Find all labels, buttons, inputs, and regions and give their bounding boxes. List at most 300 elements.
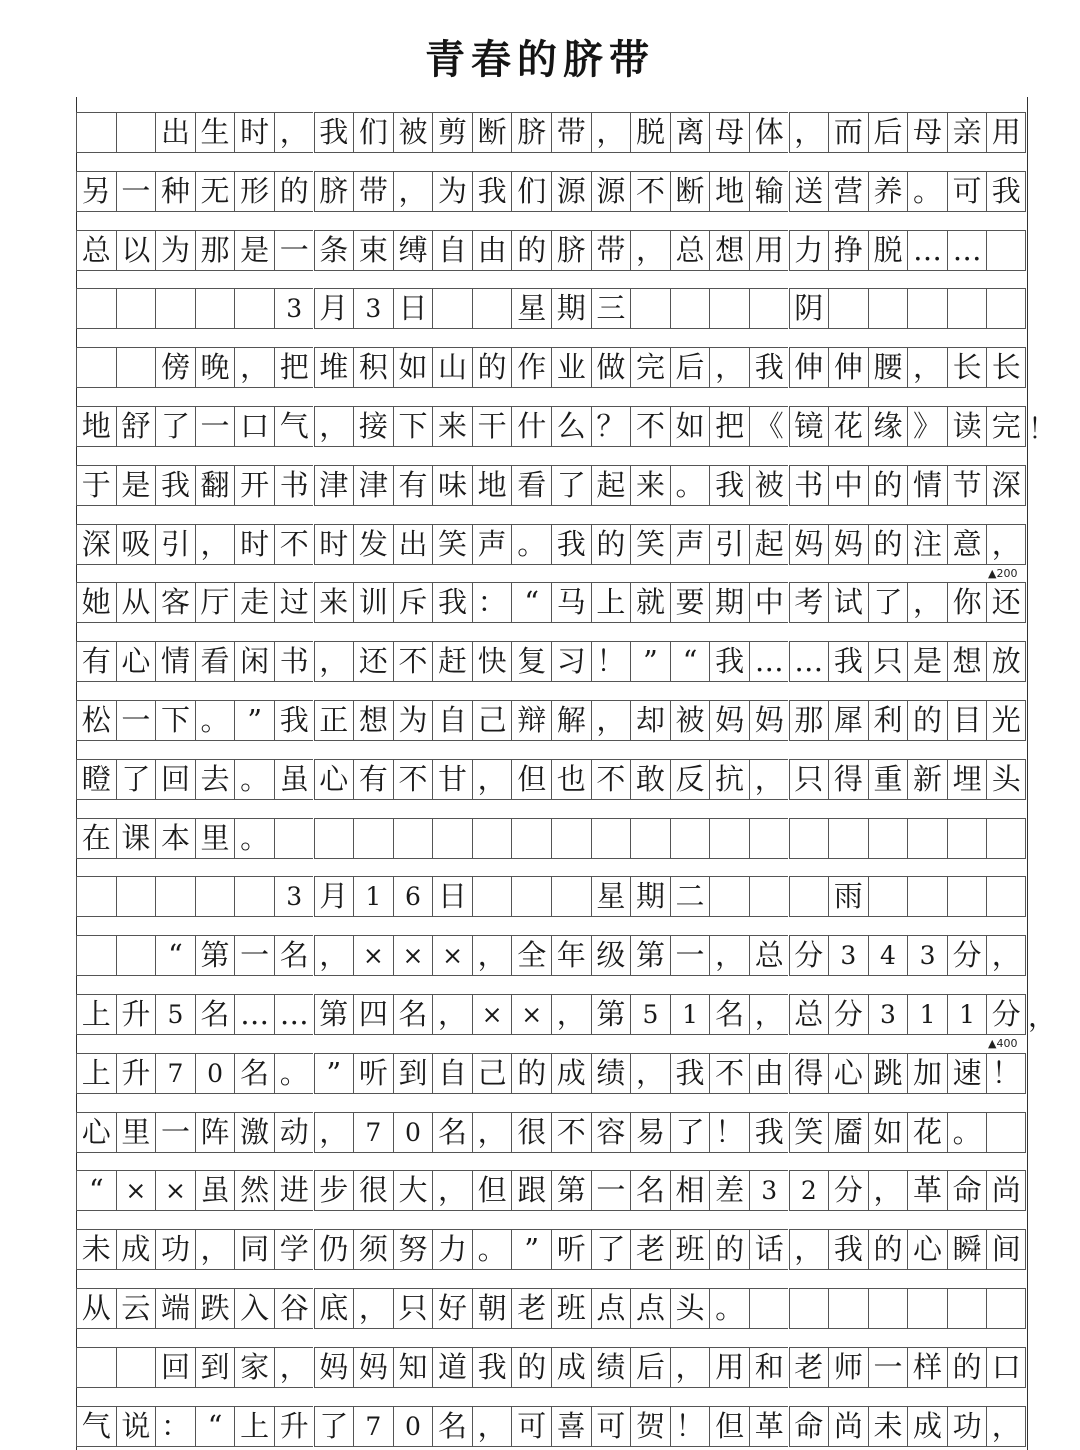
grid-cell: 上 xyxy=(591,582,631,623)
grid-row xyxy=(76,347,1026,388)
grid-cell: 完 xyxy=(986,406,1026,447)
grid-cell: 长 xyxy=(986,347,1026,388)
grid-cell xyxy=(195,288,235,329)
grid-cell xyxy=(868,876,908,917)
grid-cell: 中 xyxy=(828,465,868,506)
grid-cell: 老 xyxy=(511,1288,551,1329)
grid-cell xyxy=(709,876,749,917)
grid-cell xyxy=(828,818,868,859)
grid-cell: 想 xyxy=(709,230,749,271)
grid-cell xyxy=(353,818,393,859)
grid-cell: 道 xyxy=(432,1347,472,1388)
grid-cell: 后 xyxy=(630,1347,670,1388)
grid-cell: 条 xyxy=(314,230,354,271)
grid-cell: 班 xyxy=(670,1229,710,1270)
grid-cell: 但 xyxy=(511,759,551,800)
grid-cell: 成 xyxy=(116,1229,156,1270)
grid-cell: … xyxy=(749,641,789,682)
grid-cell: … xyxy=(789,641,829,682)
grid-cell: 如 xyxy=(670,406,710,447)
grid-cell: 只 xyxy=(868,641,908,682)
grid-cell: 看 xyxy=(511,465,551,506)
grid-cell: 源 xyxy=(551,171,591,212)
grid-cell: 绩 xyxy=(591,1347,631,1388)
grid-cell: 脱 xyxy=(630,112,670,153)
grid-cell: 尚 xyxy=(828,1406,868,1447)
grid-cell: 还 xyxy=(986,582,1026,623)
grid-cell: 升 xyxy=(116,994,156,1035)
grid-row xyxy=(76,1170,1026,1211)
grid-cell xyxy=(76,112,116,153)
grid-cell: ， xyxy=(907,582,947,623)
grid-cell: 不 xyxy=(630,171,670,212)
grid-cell: 入 xyxy=(234,1288,274,1329)
grid-cell: 干 xyxy=(472,406,512,447)
grid-cell: 动 xyxy=(274,1112,314,1153)
grid-cell: 努 xyxy=(393,1229,433,1270)
grid-cell: 喜 xyxy=(551,1406,591,1447)
grid-cell xyxy=(868,288,908,329)
grid-cell: 一 xyxy=(155,1112,195,1153)
grid-cell: 不 xyxy=(274,524,314,565)
margin-punctuation: ！ xyxy=(1028,411,1057,445)
grid-cell xyxy=(551,876,591,917)
grid-cell xyxy=(709,818,749,859)
grid-cell: 津 xyxy=(314,465,354,506)
grid-cell: 母 xyxy=(907,112,947,153)
grid-cell: 我 xyxy=(432,582,472,623)
grid-cell: “ xyxy=(155,935,195,976)
grid-cell: 脐 xyxy=(551,230,591,271)
grid-row xyxy=(76,112,1026,153)
grid-cell: 为 xyxy=(155,230,195,271)
grid-cell: 第 xyxy=(630,935,670,976)
grid-cell: 日 xyxy=(432,876,472,917)
grid-cell: 积 xyxy=(353,347,393,388)
grid-cell: 步 xyxy=(314,1170,354,1211)
grid-cell: 接 xyxy=(353,406,393,447)
grid-cell: 后 xyxy=(670,347,710,388)
grid-cell: 地 xyxy=(76,406,116,447)
grid-cell: 们 xyxy=(353,112,393,153)
grid-cell: 我 xyxy=(828,641,868,682)
grid-cell: “ xyxy=(511,582,551,623)
grid-cell: 把 xyxy=(274,347,314,388)
grid-row xyxy=(76,465,1026,506)
grid-cell xyxy=(116,1347,156,1388)
grid-cell: ？ xyxy=(591,406,631,447)
grid-cell xyxy=(986,230,1026,271)
grid-cell: 。 xyxy=(907,171,947,212)
grid-cell: 命 xyxy=(947,1170,987,1211)
grid-cell: 瞪 xyxy=(76,759,116,800)
grid-cell: 想 xyxy=(947,641,987,682)
grid-cell: ， xyxy=(907,347,947,388)
grid-cell: ， xyxy=(868,1170,908,1211)
grid-cell: 书 xyxy=(274,465,314,506)
grid-cell xyxy=(432,288,472,329)
grid-cell: 谷 xyxy=(274,1288,314,1329)
grid-cell: 反 xyxy=(670,759,710,800)
grid-cell: ， xyxy=(591,112,631,153)
grid-cell: 赶 xyxy=(432,641,472,682)
grid-cell: 翻 xyxy=(195,465,235,506)
grid-cell: 放 xyxy=(986,641,1026,682)
grid-cell: ： xyxy=(472,582,512,623)
grid-cell: 我 xyxy=(709,641,749,682)
grid-cell: 激 xyxy=(234,1112,274,1153)
grid-cell: 己 xyxy=(472,700,512,741)
grid-cell: 4 xyxy=(868,935,908,976)
grid-cell: 那 xyxy=(789,700,829,741)
grid-cell: ！ xyxy=(709,1112,749,1153)
grid-cell: 甘 xyxy=(432,759,472,800)
grid-cell: 厅 xyxy=(195,582,235,623)
grid-cell: 但 xyxy=(709,1406,749,1447)
grid-cell: ， xyxy=(314,935,354,976)
grid-cell: 易 xyxy=(630,1112,670,1153)
grid-cell: 后 xyxy=(868,112,908,153)
grid-cell: 革 xyxy=(749,1406,789,1447)
grid-cell: 下 xyxy=(393,406,433,447)
grid-cell: 还 xyxy=(353,641,393,682)
grid-row xyxy=(76,700,1026,741)
grid-cell xyxy=(116,935,156,976)
grid-cell: ， xyxy=(749,759,789,800)
grid-cell xyxy=(749,288,789,329)
grid-cell: 级 xyxy=(591,935,631,976)
grid-cell: 分 xyxy=(947,935,987,976)
grid-cell xyxy=(234,876,274,917)
grid-cell: 日 xyxy=(393,288,433,329)
grid-cell: 大 xyxy=(393,1170,433,1211)
grid-cell: 断 xyxy=(670,171,710,212)
grid-cell: 被 xyxy=(749,465,789,506)
grid-cell: ” xyxy=(234,700,274,741)
grid-cell: 用 xyxy=(749,230,789,271)
grid-cell: 上 xyxy=(234,1406,274,1447)
grid-row xyxy=(76,288,1026,329)
grid-cell xyxy=(986,876,1026,917)
grid-cell: 要 xyxy=(670,582,710,623)
grid-cell: 我 xyxy=(749,347,789,388)
grid-cell: 的 xyxy=(511,1347,551,1388)
grid-cell: 绩 xyxy=(591,1053,631,1094)
grid-cell: 不 xyxy=(630,406,670,447)
grid-cell: 训 xyxy=(353,582,393,623)
grid-row xyxy=(76,406,1026,447)
grid-row xyxy=(76,1053,1026,1094)
grid-cell: 正 xyxy=(314,700,354,741)
grid-cell: 只 xyxy=(789,759,829,800)
margin-punctuation: ， xyxy=(1028,999,1057,1033)
grid-cell: ！ xyxy=(986,1053,1026,1094)
grid-cell: 不 xyxy=(709,1053,749,1094)
grid-cell: ， xyxy=(709,347,749,388)
grid-cell xyxy=(868,1288,908,1329)
grid-cell: 有 xyxy=(353,759,393,800)
grid-cell: 缘 xyxy=(868,406,908,447)
grid-cell: 一 xyxy=(274,230,314,271)
grid-cell: ， xyxy=(630,230,670,271)
grid-cell: 全 xyxy=(511,935,551,976)
grid-cell xyxy=(76,876,116,917)
grid-cell: 想 xyxy=(353,700,393,741)
grid-cell: … xyxy=(274,994,314,1035)
grid-cell: 情 xyxy=(155,641,195,682)
grid-cell: “ xyxy=(195,1406,235,1447)
grid-cell: 养 xyxy=(868,171,908,212)
grid-cell: 雨 xyxy=(828,876,868,917)
grid-cell: 名 xyxy=(432,1112,472,1153)
grid-cell: 的 xyxy=(947,1347,987,1388)
grid-cell: 书 xyxy=(789,465,829,506)
grid-cell: “ xyxy=(670,641,710,682)
grid-cell: 不 xyxy=(551,1112,591,1153)
grid-cell: 名 xyxy=(393,994,433,1035)
grid-cell: “ xyxy=(76,1170,116,1211)
grid-cell: 脐 xyxy=(314,171,354,212)
grid-cell: 考 xyxy=(789,582,829,623)
grid-cell: 们 xyxy=(511,171,551,212)
grid-row xyxy=(76,818,1026,859)
grid-row xyxy=(76,935,1026,976)
grid-cell xyxy=(472,876,512,917)
grid-cell: 听 xyxy=(353,1053,393,1094)
grid-row xyxy=(76,171,1026,212)
grid-cell xyxy=(630,288,670,329)
grid-cell: 的 xyxy=(274,171,314,212)
grid-cell: 我 xyxy=(828,1229,868,1270)
grid-cell: 气 xyxy=(274,406,314,447)
grid-cell: 0 xyxy=(195,1053,235,1094)
grid-cell: 如 xyxy=(393,347,433,388)
grid-cell: 有 xyxy=(76,641,116,682)
grid-cell: 营 xyxy=(828,171,868,212)
grid-cell: 被 xyxy=(393,112,433,153)
grid-cell: 笑 xyxy=(630,524,670,565)
grid-cell: 老 xyxy=(789,1347,829,1388)
grid-cell: 的 xyxy=(511,1053,551,1094)
grid-cell: 跳 xyxy=(868,1053,908,1094)
grid-cell: 不 xyxy=(393,759,433,800)
grid-cell: 命 xyxy=(789,1406,829,1447)
grid-cell: 我 xyxy=(314,112,354,153)
grid-cell: ！ xyxy=(670,1406,710,1447)
grid-cell: 我 xyxy=(551,524,591,565)
grid-cell: 从 xyxy=(76,1288,116,1329)
grid-cell: 带 xyxy=(591,230,631,271)
grid-cell: 抗 xyxy=(709,759,749,800)
essay-title: 青春的脐带 xyxy=(425,36,655,83)
grid-cell xyxy=(709,288,749,329)
grid-cell: 尚 xyxy=(986,1170,1026,1211)
grid-cell: 我 xyxy=(155,465,195,506)
grid-cell xyxy=(116,112,156,153)
grid-cell: 跟 xyxy=(511,1170,551,1211)
grid-cell: 母 xyxy=(709,112,749,153)
grid-cell: 革 xyxy=(907,1170,947,1211)
grid-cell: 未 xyxy=(868,1406,908,1447)
grid-row xyxy=(76,230,1026,271)
grid-cell: 。 xyxy=(234,818,274,859)
grid-cell: 了 xyxy=(155,406,195,447)
grid-cell: 有 xyxy=(393,465,433,506)
grid-cell: 己 xyxy=(472,1053,512,1094)
grid-cell: 进 xyxy=(274,1170,314,1211)
grid-cell: × xyxy=(116,1170,156,1211)
grid-cell: ， xyxy=(472,1406,512,1447)
grid-cell: … xyxy=(947,230,987,271)
grid-cell: 。 xyxy=(511,524,551,565)
grid-cell: 样 xyxy=(907,1347,947,1388)
grid-cell: 自 xyxy=(432,1053,472,1094)
grid-cell: ， xyxy=(195,524,235,565)
grid-cell: 我 xyxy=(986,171,1026,212)
grid-cell: 我 xyxy=(472,171,512,212)
grid-cell: 虽 xyxy=(195,1170,235,1211)
grid-cell: ！ xyxy=(591,641,631,682)
grid-cell: 知 xyxy=(393,1347,433,1388)
grid-cell: 间 xyxy=(986,1229,1026,1270)
grid-cell: 缚 xyxy=(393,230,433,271)
grid-cell: 津 xyxy=(353,465,393,506)
grid-cell: 师 xyxy=(828,1347,868,1388)
grid-cell: ， xyxy=(986,524,1026,565)
grid-cell: 了 xyxy=(116,759,156,800)
grid-cell xyxy=(670,818,710,859)
grid-cell: ， xyxy=(472,935,512,976)
grid-cell: 和 xyxy=(749,1347,789,1388)
grid-cell: 过 xyxy=(274,582,314,623)
grid-cell: 。 xyxy=(670,465,710,506)
grid-cell: 送 xyxy=(789,171,829,212)
grid-cell: 快 xyxy=(472,641,512,682)
grid-cell: 3 xyxy=(828,935,868,976)
grid-cell: 名 xyxy=(709,994,749,1035)
grid-cell: 习 xyxy=(551,641,591,682)
grid-cell: 我 xyxy=(670,1053,710,1094)
grid-cell: 名 xyxy=(630,1170,670,1211)
grid-cell: 中 xyxy=(749,582,789,623)
grid-cell: 0 xyxy=(393,1112,433,1153)
grid-cell xyxy=(76,1347,116,1388)
grid-cell: ： xyxy=(155,1406,195,1447)
grid-cell: 自 xyxy=(432,700,472,741)
grid-cell: 期 xyxy=(709,582,749,623)
grid-cell: 从 xyxy=(116,582,156,623)
grid-cell xyxy=(274,818,314,859)
grid-row xyxy=(76,1112,1026,1153)
grid-cell xyxy=(511,818,551,859)
grid-cell: ， xyxy=(749,994,789,1035)
grid-cell: 但 xyxy=(472,1170,512,1211)
grid-cell: 我 xyxy=(472,1347,512,1388)
grid-cell: 一 xyxy=(195,406,235,447)
grid-cell xyxy=(789,818,829,859)
grid-cell xyxy=(76,935,116,976)
grid-cell: 走 xyxy=(234,582,274,623)
grid-cell: 贺 xyxy=(630,1406,670,1447)
grid-cell: 妈 xyxy=(314,1347,354,1388)
grid-cell: 差 xyxy=(709,1170,749,1211)
grid-cell xyxy=(670,288,710,329)
grid-cell xyxy=(828,288,868,329)
grid-cell: 读 xyxy=(947,406,987,447)
grid-cell: 三 xyxy=(591,288,631,329)
grid-cell: ， xyxy=(274,112,314,153)
grid-cell: 。 xyxy=(195,700,235,741)
grid-cell: 第 xyxy=(195,935,235,976)
grid-cell: 的 xyxy=(907,700,947,741)
grid-cell: 看 xyxy=(195,641,235,682)
grid-cell: 挣 xyxy=(828,230,868,271)
grid-cell: 完 xyxy=(630,347,670,388)
grid-cell: 目 xyxy=(947,700,987,741)
grid-cell: 由 xyxy=(472,230,512,271)
grid-cell: 1 xyxy=(670,994,710,1035)
grid-cell: 5 xyxy=(630,994,670,1035)
grid-cell: 伸 xyxy=(828,347,868,388)
grid-cell: 新 xyxy=(907,759,947,800)
grid-cell: 剪 xyxy=(432,112,472,153)
grid-cell: 里 xyxy=(116,1112,156,1153)
grid-cell: 另 xyxy=(76,171,116,212)
grid-cell: 不 xyxy=(591,759,631,800)
grid-cell: 重 xyxy=(868,759,908,800)
grid-cell: 点 xyxy=(591,1288,631,1329)
grid-cell: 班 xyxy=(551,1288,591,1329)
grid-cell: 深 xyxy=(986,465,1026,506)
grid-cell xyxy=(947,288,987,329)
grid-cell xyxy=(986,1112,1026,1153)
grid-cell: 心 xyxy=(828,1053,868,1094)
grid-cell: 名 xyxy=(195,994,235,1035)
grid-cell: 什 xyxy=(511,406,551,447)
grid-cell: 第 xyxy=(591,994,631,1035)
grid-cell: ” xyxy=(511,1229,551,1270)
grid-cell: 开 xyxy=(234,465,274,506)
grid-cell: 起 xyxy=(749,524,789,565)
grid-cell: ， xyxy=(709,935,749,976)
grid-cell: 成 xyxy=(907,1406,947,1447)
grid-cell: 靥 xyxy=(828,1112,868,1153)
grid-cell: ， xyxy=(670,1347,710,1388)
grid-cell: 一 xyxy=(234,935,274,976)
grid-cell: 出 xyxy=(393,524,433,565)
grid-cell: 阴 xyxy=(789,288,829,329)
grid-cell xyxy=(116,347,156,388)
grid-cell xyxy=(828,1288,868,1329)
grid-row xyxy=(76,1229,1026,1270)
grid-cell: 可 xyxy=(947,171,987,212)
grid-cell: 不 xyxy=(393,641,433,682)
grid-cell: 是 xyxy=(907,641,947,682)
grid-cell xyxy=(472,288,512,329)
grid-cell: 话 xyxy=(749,1229,789,1270)
grid-cell: 我 xyxy=(274,700,314,741)
grid-cell: 离 xyxy=(670,112,710,153)
grid-cell: 地 xyxy=(472,465,512,506)
grid-cell: 到 xyxy=(195,1347,235,1388)
grid-cell: 上 xyxy=(76,994,116,1035)
grid-cell: 长 xyxy=(947,347,987,388)
grid-cell: … xyxy=(234,994,274,1035)
grid-cell: 总 xyxy=(670,230,710,271)
grid-cell: 起 xyxy=(591,465,631,506)
grid-cell: 可 xyxy=(511,1406,551,1447)
grid-cell xyxy=(155,876,195,917)
